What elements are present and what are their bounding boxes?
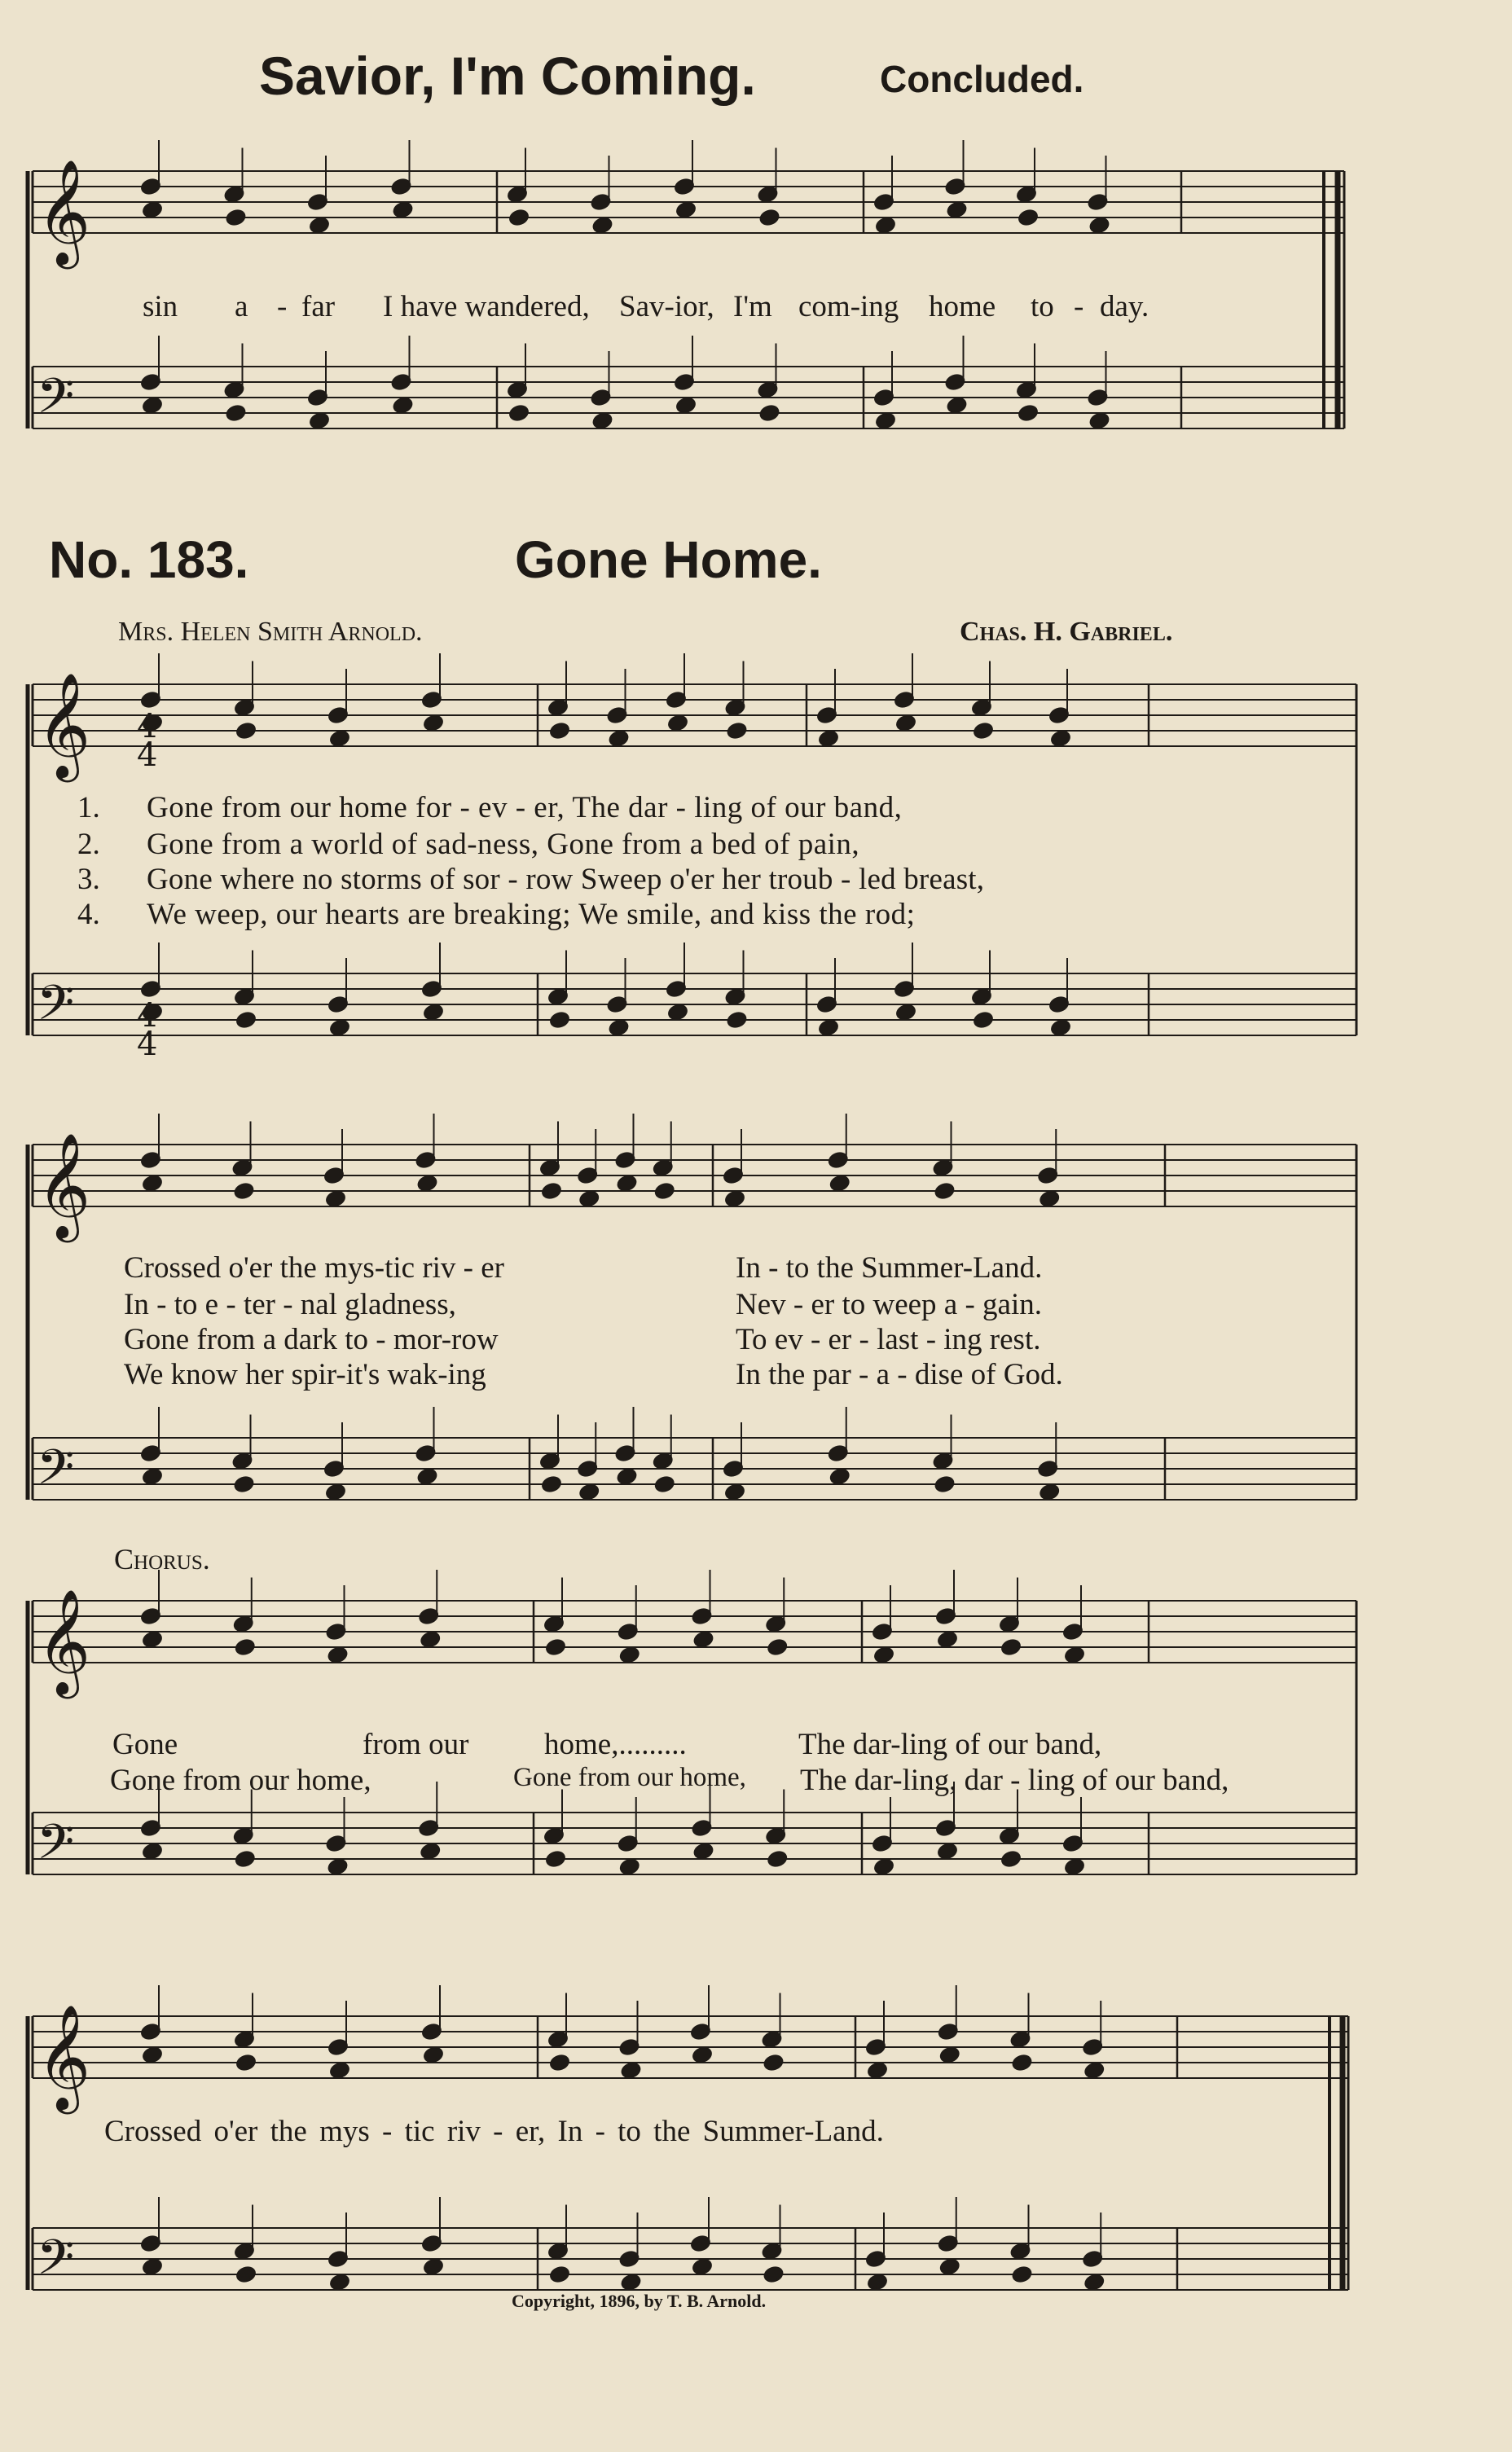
verse-text: To ev - er - last - ing rest. [736, 1323, 1041, 1356]
svg-text:𝄢: 𝄢 [37, 367, 75, 436]
author-credit: Mrs. Helen Smith Arnold. [118, 617, 423, 647]
verse-text: Gone from a dark to - mor-row [124, 1323, 499, 1356]
svg-text:𝄞: 𝄞 [37, 159, 91, 265]
verse-number: 3. [77, 863, 100, 896]
verse-text: Crossed o'er the mys-tic riv - er [124, 1251, 504, 1285]
verse-text: Nev - er to weep a - gain. [736, 1288, 1042, 1321]
verse-text: In - to e - ter - nal gladness, [124, 1288, 456, 1321]
chorus-label: Chorus. [114, 1543, 210, 1575]
composer-credit: Chas. H. Gabriel. [960, 617, 1173, 647]
copyright-notice: Copyright, 1896, by T. B. Arnold. [512, 2291, 767, 2311]
verse-text: We know her spir-it's wak-ing [124, 1358, 486, 1391]
chorus-line3: Crossed o'er the mys - tic riv - er, In - to the Summer-Land. [104, 2115, 884, 2148]
hymn-number: No. 183. [49, 530, 249, 589]
svg-text:𝄞: 𝄞 [37, 2004, 91, 2110]
svg-text:𝄞: 𝄞 [37, 672, 91, 778]
verse-number: 4. [77, 898, 100, 931]
verse-text: We weep, our hearts are breaking; We smile, and kiss the rod; [147, 898, 916, 931]
verse-text: Gone from our home for - ev - er, The dar - ling of our band, [147, 791, 903, 824]
svg-text:𝄢: 𝄢 [37, 1439, 75, 1507]
svg-text:4: 4 [137, 997, 158, 1035]
svg-text:4: 4 [137, 1026, 158, 1063]
verse-text: In - to the Summer-Land. [736, 1251, 1043, 1285]
hymn-title: Savior, I'm Coming. [259, 46, 756, 106]
svg-text:𝄞: 𝄞 [37, 1589, 91, 1694]
verse-text: Gone from a world of sad-ness, Gone from a bed of pain, [147, 828, 860, 861]
svg-text:4: 4 [137, 736, 158, 774]
verse-text: In the par - a - dise of God. [736, 1358, 1063, 1391]
verse-number: 1. [77, 791, 100, 824]
concluded-label: Concluded. [880, 58, 1084, 100]
verse-text: Gone where no storms of sor - row Sweep o'er her troub - led breast, [147, 863, 985, 896]
hymn-title-gone-home: Gone Home. [515, 530, 822, 589]
verse-number: 2. [77, 828, 100, 861]
svg-text:𝄢: 𝄢 [37, 2229, 75, 2297]
svg-text:𝄢: 𝄢 [37, 1813, 75, 1882]
svg-text:4: 4 [137, 708, 158, 745]
svg-text:𝄞: 𝄞 [37, 1132, 91, 1238]
svg-text:𝄢: 𝄢 [37, 974, 75, 1043]
